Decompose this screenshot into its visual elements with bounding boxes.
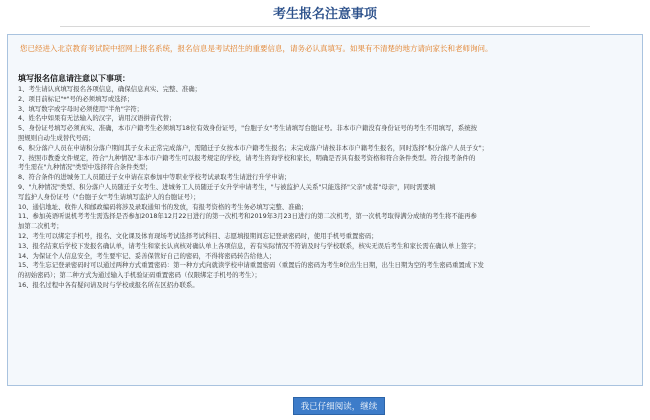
- continue-button[interactable]: 我已仔细阅读，继续: [293, 397, 385, 415]
- page-title: 考生报名注意事项: [0, 4, 650, 26]
- rule-line: 15、考生忘记登录密码时可以通过两种方式重置密码：第一种方式向就读学校申请重置密码（重置后的密码为考生8位出生日期，出生日期为空的考生密码重置成下发: [18, 261, 484, 270]
- rule-line: 写监护人身份证号（"台胞子女"考生请填写监护人的台胞证号）；: [18, 192, 200, 201]
- rule-line: 6、积分落户人员在申请积分落户期间其子女未正常完成落户，需随迁子女按本市户籍考生报名；未完成落户请按非本市户籍考生报名，同时选择"积分落户人员子女"；: [18, 143, 489, 152]
- rule-line: 13、报名结束后学校下发报名确认单，请考生和家长认真核对确认单上各项信息，若有实际情况不符请及时与学校联系，核实无误后考生和家长需在确认单上签字；: [18, 241, 480, 250]
- rule-line: 8、符合条件的进城务工人员随迁子女申请在京参加中等职业学校考试录取考生请进行升学申请；: [18, 173, 291, 182]
- rule-line: 14、为保证个人信息安全，考生要牢记、妥善保管好自己的密码，不得将密码转告给他人；: [18, 251, 276, 260]
- rule-line: 的初始密码）；第二种方式为通过输入手机验证码重置密码（仅限绑定手机号的考生）；: [18, 271, 261, 280]
- notice-panel: [7, 34, 643, 386]
- rule-line: 照规则自动生成替代号码；: [18, 133, 95, 142]
- rule-line: 4、姓名中如果有无法输入的汉字，请用汉语拼音代替；: [18, 114, 176, 123]
- rule-line: 考生需在"九种情况"类型中选择符合条件类型；: [18, 163, 152, 172]
- intro-text: 您已经进入北京教育考试院中招网上报名系统，报名信息是考试招生的重要信息，请务必认真填写。如果有不清楚的地方请向家长和老师询问。: [20, 44, 493, 53]
- rule-line: 12、考生可以绑定手机号，报名、文化课及体育现场考试选择考试科目、志愿填报期间忘记登录密码时，使用手机号重置密码；: [18, 231, 378, 240]
- rule-line: 5、身份证号填写必须真实、准确，本市户籍考生必须填写18位有效身份证号，"台胞子女"考生请填写台胞证号。非本市户籍没有身份证号的考生不用填写，系统按: [18, 124, 478, 133]
- rule-line: 11、参加英语听说机考考生需选择是否参加2018年12月22日进行的第一次机考和2019年3月23日进行的第二次机考，第一次机考取得满分成绩的考生将不能再参: [18, 212, 477, 221]
- rules-heading: 填写报名信息请注意以下事项：: [18, 74, 130, 83]
- rule-line: 16、报名过程中各有疑问请及时与学校或报名所在区招办联系。: [18, 280, 199, 289]
- rule-line: 3、填写数字或字母时必须使用"半角"字符；: [18, 104, 143, 113]
- rule-line: 9、"九种情况"类型、积分落户人员随迁子女考生、进城务工人员随迁子女升学申请考生，"与被监护人关系"只能选择"父亲"或者"母亲"，同时需要填: [18, 182, 436, 191]
- rule-line: 7、按照市教委文件规定，符合"九种情况"非本市户籍考生可以报考规定的学校，请考生咨询学校和家长，明确是否具有报考资格和符合条件类型。符合报考条件的: [18, 153, 476, 162]
- rule-line: 加第二次机考；: [18, 222, 63, 231]
- rule-line: 10、通信地址、收件人和邮政编码将涉及录取通知书的发放，有报考资格的考生务必填写完整、准确；: [18, 202, 308, 211]
- intro-notice: [20, 43, 630, 54]
- rule-line: 1、考生请认真填写报名各项信息，确保信息真实、完整、准确；: [18, 85, 202, 93]
- rule-line: 2、项目前标记"*"号的必须填写或选择；: [18, 94, 134, 103]
- rules-list: [18, 85, 634, 291]
